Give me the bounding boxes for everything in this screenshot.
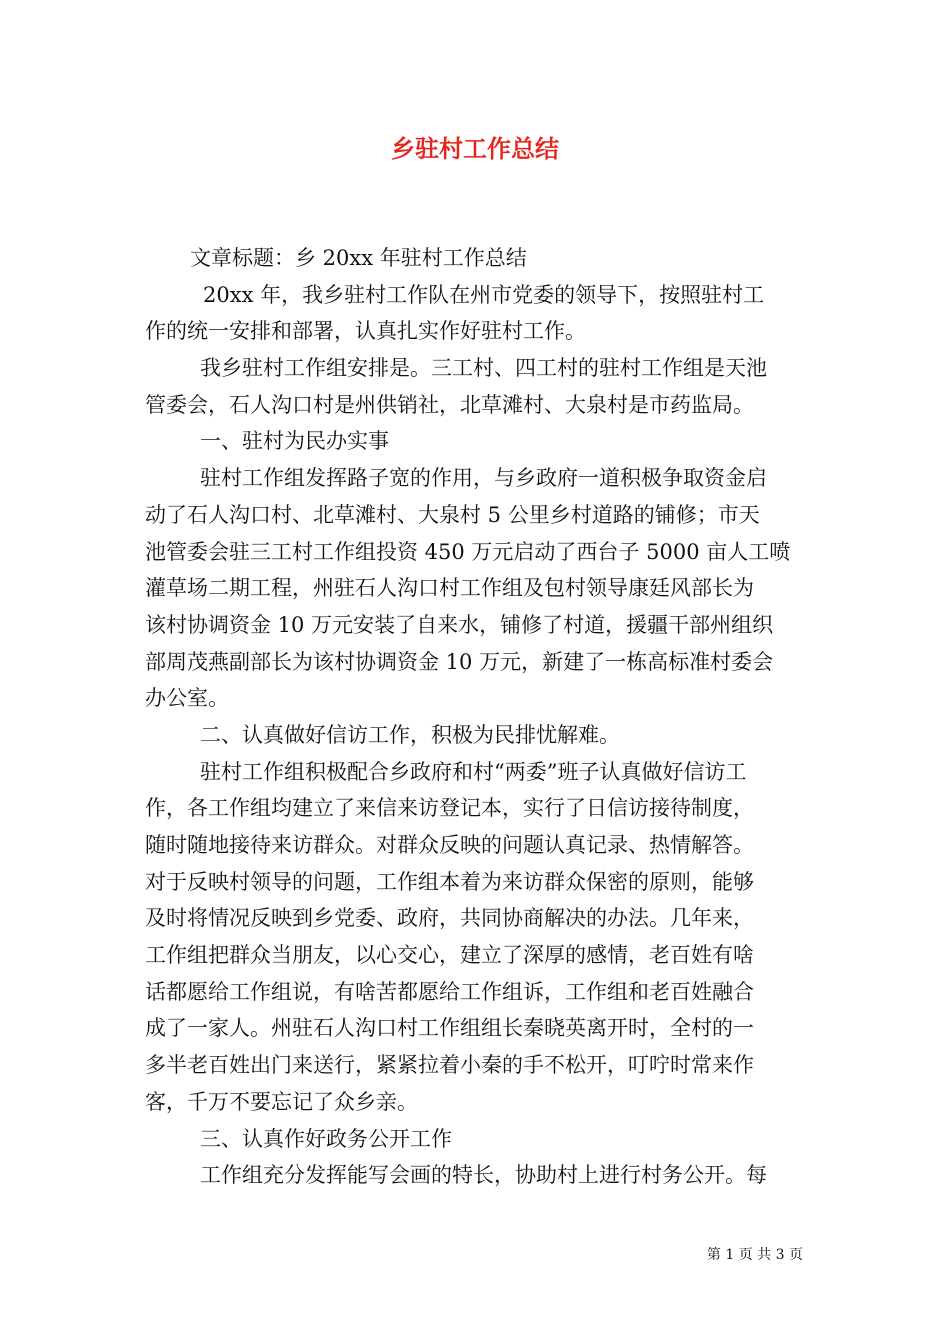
paragraph-line: 话都愿给工作组说，有啥苦都愿给工作组诉，工作组和老百姓融合 bbox=[145, 979, 754, 1004]
section-heading: 一、驻村为民办实事 bbox=[200, 429, 389, 454]
paragraph-line: 及时将情况反映到乡党委、政府，共同协商解决的办法。几年来， bbox=[145, 906, 754, 931]
article-title-line: 文章标题：乡 20xx 年驻村工作总结 bbox=[190, 246, 527, 270]
paragraph-line: 对于反映村领导的问题，工作组本着为来访群众保密的原则，能够 bbox=[145, 869, 754, 894]
paragraph-line: 成了一家人。州驻石人沟口村工作组组长秦晓英离开时，全村的一 bbox=[145, 1016, 754, 1041]
paragraph-line: 驻村工作组积极配合乡政府和村“两委”班子认真做好信访工 bbox=[200, 759, 747, 784]
paragraph-line: 工作组充分发挥能写会画的特长，协助村上进行村务公开。每 bbox=[200, 1163, 767, 1188]
paragraph-line: 部周茂燕副部长为该村协调资金 10 万元，新建了一栋高标准村委会 bbox=[145, 649, 774, 674]
paragraph-line: 动了石人沟口村、北草滩村、大泉村 5 公里乡村道路的铺修；市天 bbox=[145, 502, 760, 527]
paragraph-line: 管委会，石人沟口村是州供销社，北草滩村、大泉村是市药监局。 bbox=[145, 392, 754, 417]
section-heading: 二、认真做好信访工作，积极为民排忧解难。 bbox=[200, 722, 620, 747]
paragraph-line: 20xx 年，我乡驻村工作队在州市党委的领导下，按照驻村工 bbox=[203, 282, 765, 307]
paragraph-line: 灌草场二期工程，州驻石人沟口村工作组及包村领导康廷风部长为 bbox=[145, 576, 754, 601]
page-number-footer: 第 1 页 共 3 页 bbox=[706, 1247, 803, 1263]
paragraph-line: 工作组把群众当朋友，以心交心，建立了深厚的感情，老百姓有啥 bbox=[145, 943, 754, 968]
paragraph-line: 作的统一安排和部署，认真扎实作好驻村工作。 bbox=[145, 319, 586, 344]
section-heading: 三、认真作好政务公开工作 bbox=[200, 1126, 452, 1151]
paragraph-line: 随时随地接待来访群众。对群众反映的问题认真记录、热情解答。 bbox=[145, 833, 754, 857]
paragraph-line: 作，各工作组均建立了来信来访登记本，实行了日信访接待制度， bbox=[145, 796, 754, 821]
paragraph-line: 办公室。 bbox=[145, 686, 229, 711]
document-title: 乡驻村工作总结 bbox=[391, 135, 559, 163]
paragraph-line: 该村协调资金 10 万元安装了自来水，铺修了村道，援疆干部州组织 bbox=[145, 612, 774, 637]
paragraph-line: 池管委会驻三工村工作组投资 450 万元启动了西台子 5000 亩人工喷 bbox=[145, 539, 791, 564]
paragraph-line: 驻村工作组发挥路子宽的作用，与乡政府一道积极争取资金启 bbox=[200, 466, 767, 491]
paragraph-line: 多半老百姓出门来送行，紧紧拉着小秦的手不松开，叮咛时常来作 bbox=[145, 1053, 754, 1078]
document-body bbox=[145, 240, 811, 1194]
paragraph-line: 我乡驻村工作组安排是。三工村、四工村的驻村工作组是天池 bbox=[200, 356, 767, 381]
paragraph-line: 客，千万不要忘记了众乡亲。 bbox=[145, 1089, 418, 1114]
